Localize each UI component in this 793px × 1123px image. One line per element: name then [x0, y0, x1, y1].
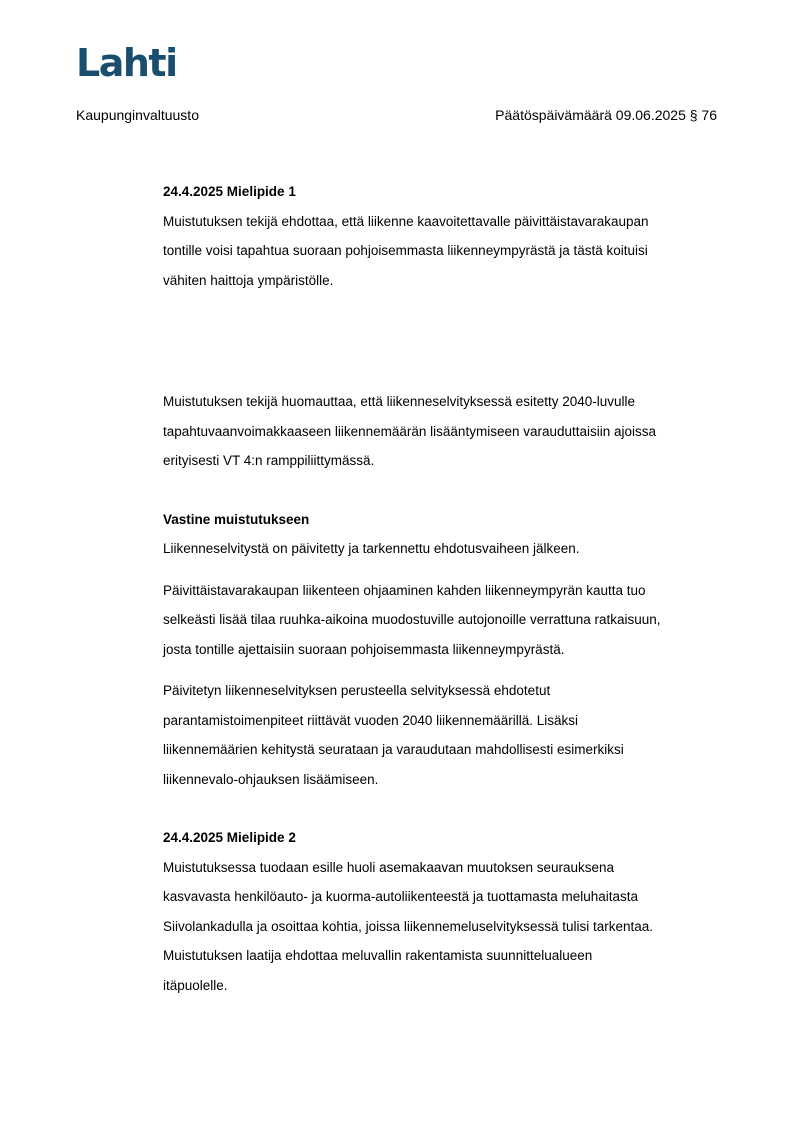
text-line: erityisesti VT 4:n ramppiliittymässä. — [163, 453, 375, 468]
lahti-logo: Lahti — [76, 41, 177, 85]
text-line: tontille voisi tapahtua suoraan pohjoisemmasta liikenneympyrästä ja tästä koituisi — [163, 243, 648, 258]
document-body — [163, 177, 723, 1000]
section-heading-opinion-1: 24.4.2025 Mielipide 1 — [163, 184, 296, 199]
opinion-1-paragraph-2 — [163, 387, 723, 476]
header-decision-date: Päätöspäivämäärä 09.06.2025 § 76 — [495, 107, 717, 123]
text-line: Liikenneselvitystä on päivitetty ja tarkennettu ehdotusvaiheen jälkeen. — [163, 541, 580, 556]
text-line: selkeästi lisää tilaa ruuhka-aikoina muodostuville autojonoille verrattuna ratkaisuun, — [163, 612, 661, 627]
text-line: Päivitetyn liikenneselvityksen perusteella selvityksessä ehdotetut — [163, 683, 551, 698]
text-line: Muistutuksen tekijä ehdottaa, että liikenne kaavoitettavalle päivittäistavarakaupan — [163, 213, 649, 229]
text-line: Päivittäistavarakaupan liikenteen ohjaaminen kahden liikenneympyrän kautta tuo — [163, 582, 646, 598]
section-heading-response: Vastine muistutukseen — [163, 511, 310, 527]
header-organization: Kaupunginvaltuusto — [76, 107, 199, 123]
text-line: Muistutuksessa tuodaan esille huoli asemakaavan muutoksen seurauksena — [163, 859, 615, 875]
text-line: josta tontille ajettaisiin suoraan pohjoisemmasta liikenneympyrästä. — [163, 641, 565, 657]
response-paragraph-2 — [163, 576, 723, 665]
text-line: parantamistoimenpiteet riittävät vuoden 2040 liikennemäärillä. Lisäksi — [163, 712, 578, 728]
text-line: kasvavasta henkilöauto- ja kuorma-autoliikenteestä ja tuottamasta meluhaitasta — [163, 889, 639, 904]
text-line: itäpuolelle. — [163, 977, 228, 993]
response-paragraph-3 — [163, 676, 723, 794]
opinion-1-paragraph-1 — [163, 207, 723, 296]
text-line: liikennevalo-ohjauksen lisäämiseen. — [163, 771, 379, 787]
text-line: tapahtuvaanvoimakkaaseen liikennemäärän lisääntymiseen varauduttaisiin ajoissa — [163, 423, 657, 439]
opinion-2-paragraph-1 — [163, 853, 723, 1001]
text-line: Muistutuksen laatija ehdottaa meluvallin rakentamista suunnittelualueen — [163, 948, 593, 963]
response-paragraph-1 — [163, 534, 723, 564]
text-line: liikennemäärien kehitystä seurataan ja varaudutaan mahdollisesti esimerkiksi — [163, 742, 624, 757]
text-line: vähiten haittoja ympäristölle. — [163, 272, 334, 288]
text-line: Siivolankadulla ja osoittaa kohtia, joissa liikennemeluselvityksessä tulisi tarkentaa. — [163, 918, 654, 934]
section-heading-opinion-2: 24.4.2025 Mielipide 2 — [163, 830, 296, 845]
text-line: Muistutuksen tekijä huomauttaa, että liikenneselvityksessä esitetty 2040-luvulle — [163, 394, 635, 409]
